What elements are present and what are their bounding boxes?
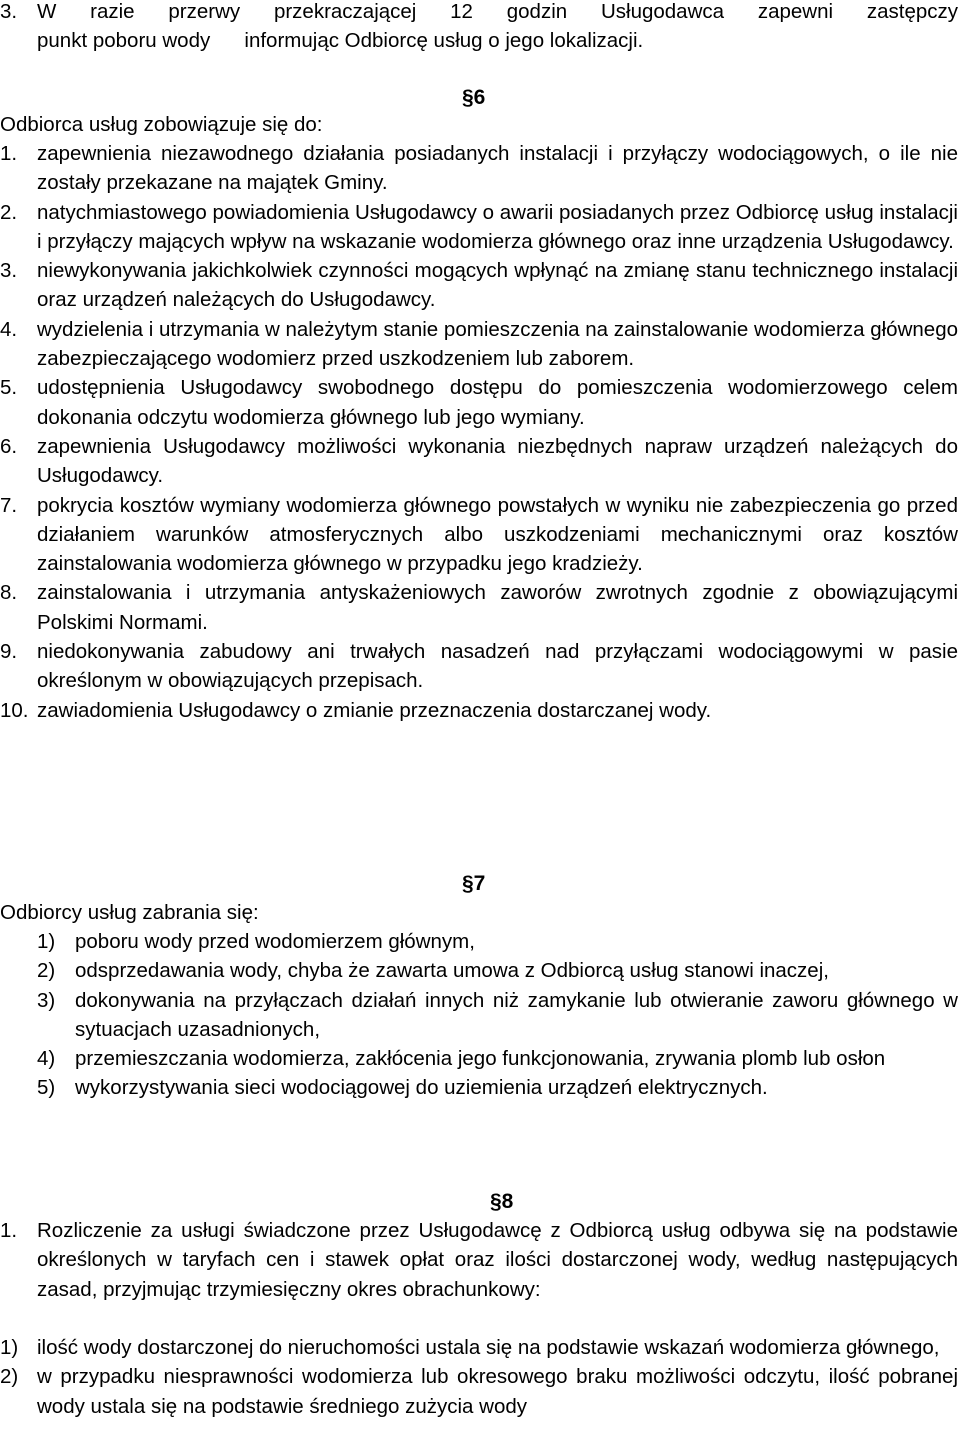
list-item [0, 1362, 958, 1421]
section-8-item-1 [0, 1216, 958, 1304]
item-text: zapewnienia niezawodnego działania posiadanych instalacji i przyłączy wodociągowych, o ile nie zostały przekazane na majątek Gminy. [37, 142, 958, 195]
list-item [0, 491, 958, 579]
list-item [0, 1044, 958, 1073]
list-item [0, 696, 958, 725]
item-line: punkt poboru wody informując Odbiorcę usług o jego lokalizacji. [37, 29, 644, 53]
list-item [0, 315, 958, 374]
list-item [0, 637, 958, 696]
item-number: 2) [37, 959, 56, 983]
list-item [0, 1073, 958, 1102]
item-number: 2. [0, 200, 18, 224]
section-8-heading: §8 [490, 1190, 514, 1213]
top-item-3 [0, 0, 958, 56]
section-6-intro: Odbiorca usług zobowiązuje się do: [0, 113, 323, 136]
item-number: 7. [0, 493, 18, 517]
item-number: 5. [0, 376, 18, 400]
section-6-list [0, 139, 958, 725]
item-text: ilość wody dostarczonej do nieruchomości ustala się na podstawie wskazań wodomierza głównego, [37, 1336, 940, 1359]
item-text: wydzielenia i utrzymania w należytym stanie pomieszczenia na zainstalowanie wodomierza głównego zabezpieczającego wodomierz przed uszkodzeniem lub zaborem. [37, 317, 958, 371]
item-text: niewykonywania jakichkolwiek czynności mogących wpłynąć na zmianę stanu technicznego instalacji oraz urządzeń należących do Usługodawcy. [37, 259, 958, 312]
item-number: 1) [0, 1336, 19, 1359]
list-item [0, 1216, 958, 1304]
item-number: 5) [37, 1076, 56, 1100]
item-text: dokonywania na przyłączach działań innych niż zamykanie lub otwieranie zaworu głównego w sytuacjach uzasadnionych, [75, 988, 958, 1041]
list-item [0, 139, 958, 198]
item-number: 6. [0, 434, 18, 458]
item-number: 4) [37, 1047, 56, 1071]
list-item [0, 373, 958, 432]
list-item [0, 927, 958, 956]
item-number: 10. [0, 698, 29, 722]
item-number: 2) [0, 1365, 19, 1389]
item-line: W razie przerwy przekraczającej 12 godzin Usługodawca zapewni zastępczy [37, 0, 958, 23]
item-number: 4. [0, 317, 18, 341]
item-text: w przypadku niesprawności wodomierza lub okresowego braku możliwości odczytu, ilość pobranej wody ustala się na podstawie średniego zużycia wody [37, 1365, 958, 1418]
list-item [0, 578, 958, 637]
item-text: udostępnienia Usługodawcy swobodnego dostępu do pomieszczenia wodomierzowego celem dokonania odczytu wodomierza głównego lub jego wymiany. [37, 376, 958, 429]
section-7-list [0, 927, 958, 1103]
item-text: poboru wody przed wodomierzem głównym, [75, 930, 475, 953]
list-item [0, 256, 958, 315]
item-number: 1. [0, 1219, 18, 1242]
item-number: 1. [0, 142, 18, 165]
section-8-sublist [0, 1333, 958, 1421]
section-7-heading: §7 [462, 872, 486, 895]
section-6-heading: §6 [462, 86, 486, 109]
item-text: przemieszczania wodomierza, zakłócenia jego funkcjonowania, zrywania plomb lub osłon [75, 1047, 886, 1071]
item-text: zainstalowania i utrzymania antyskażeniowych zaworów zwrotnych zgodnie z obowiązującymi Polskimi Normami. [37, 581, 958, 634]
item-text: wykorzystywania sieci wodociągowej do uziemienia urządzeń elektrycznych. [75, 1076, 768, 1100]
item-number: 3. [0, 259, 18, 283]
list-item [0, 198, 958, 257]
item-text: pokrycia kosztów wymiany wodomierza głównego powstałych w wyniku nie zabezpieczenia go przed działaniem warunków atmosferycznych albo uszkodzeniami mechanicznymi oraz kosztów zainstalowania wodomierza głównego w przypadku jego kradzieży. [37, 493, 958, 576]
item-text: odsprzedawania wody, chyba że zawarta umowa z Odbiorcą usług stanowi inaczej, [75, 959, 829, 983]
item-text: Rozliczenie za usługi świadczone przez Usługodawcę z Odbiorcą usług odbywa się na podstawie określonych w taryfach cen i stawek opłat oraz ilości dostarczonej wody, według następujących zasad, przyjmując trzymiesięczny okres obrachunkowy: [37, 1219, 958, 1301]
item-number: 8. [0, 581, 18, 605]
list-item [0, 1333, 958, 1362]
list-item [0, 956, 958, 985]
item-text: natychmiastowego powiadomienia Usługodawcy o awarii posiadanych przez Odbiorcę usług instalacji i przyłączy mających wpływ na wskazanie wodomierza głównego oraz inne urządzenia Usługodawcy. [37, 200, 958, 253]
item-text: niedokonywania zabudowy ani trwałych nasadzeń nad przyłączami wodociągowymi w pasie określonym w obowiązujących przepisach. [37, 640, 958, 693]
list-item [0, 0, 958, 56]
item-number: 1) [37, 930, 56, 953]
list-item [0, 986, 958, 1045]
item-number: 3) [37, 988, 56, 1012]
item-text: zapewnienia Usługodawcy możliwości wykonania niezbędnych napraw urządzeń należących do Usługodawcy. [37, 434, 958, 488]
list-item [0, 432, 958, 491]
item-number: 9. [0, 640, 18, 664]
item-text: zawiadomienia Usługodawcy o zmianie przeznaczenia dostarczanej wody. [37, 698, 712, 722]
section-7-intro: Odbiorcy usług zabrania się: [0, 901, 259, 924]
item-number: 3. [0, 0, 18, 23]
